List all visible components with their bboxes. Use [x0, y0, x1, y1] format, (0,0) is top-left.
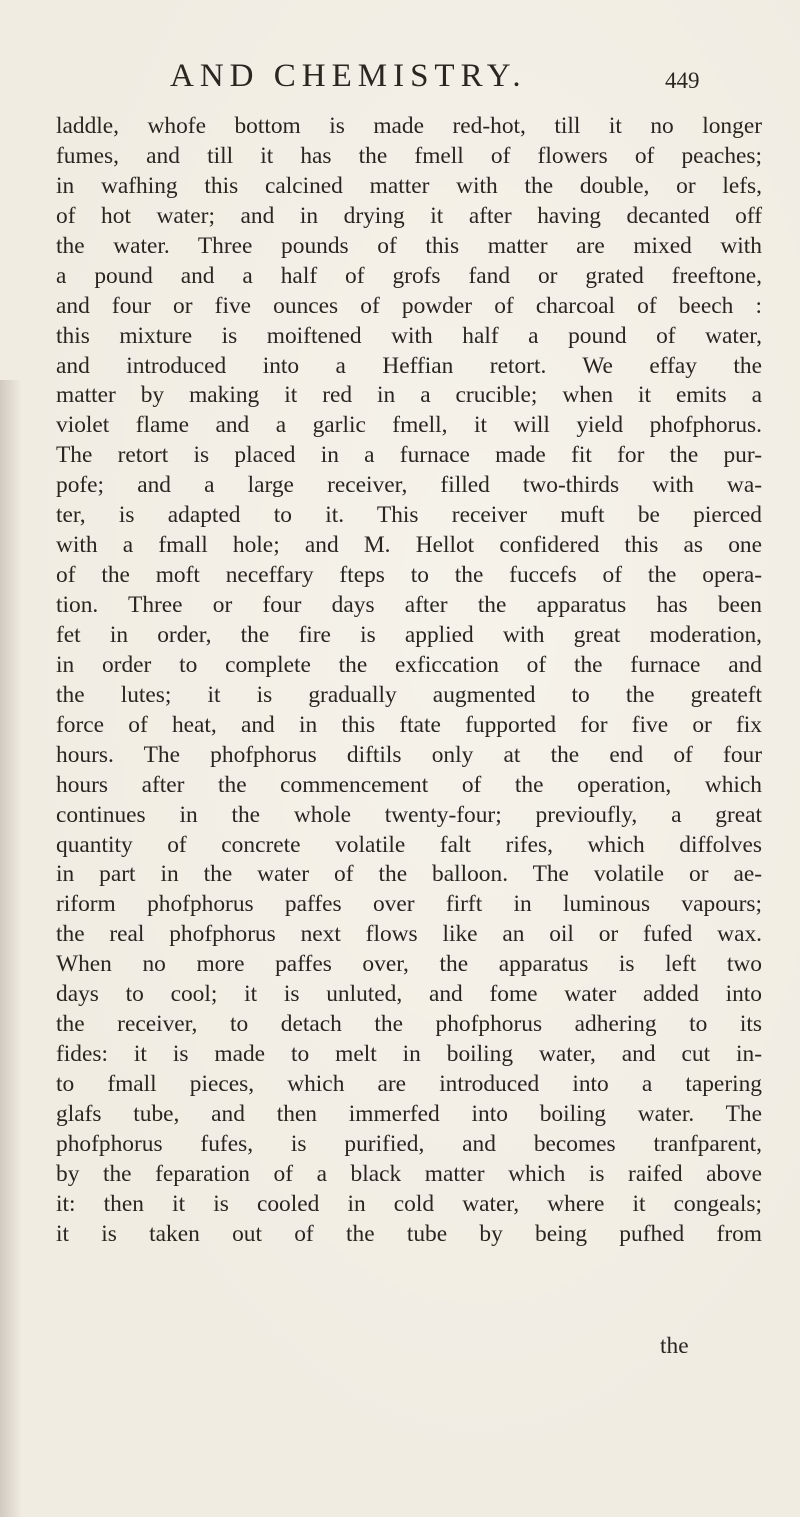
text-line: pofe; and a large receiver, filled two-thirds with wa- [56, 472, 762, 499]
text-line: the real phofphorus next flows like an oil or fufed wax. [56, 921, 762, 948]
text-line: in order to complete the exficcation of the furnace and [56, 651, 762, 678]
page-number: 449 [665, 68, 700, 93]
gutter-shadow [0, 380, 22, 1517]
body-text [56, 112, 762, 1250]
text-line: force of heat, and in this ftate fupported for five or fix [56, 711, 762, 738]
text-line: a pound and a half of grofs fand or grated freeftone, [56, 262, 762, 289]
text-line: in part in the water of the balloon. The volatile or ae- [56, 861, 762, 888]
text-line: it is taken out of the tube by being pufhed from [56, 1220, 762, 1247]
text-line: fumes, and till it has the fmell of flowers of peaches; [56, 142, 762, 169]
text-line: this mixture is moiftened with half a pound of water, [56, 322, 762, 349]
text-line: glafs tube, and then immerfed into boiling water. The [56, 1100, 762, 1127]
text-line: and four or five ounces of powder of charcoal of beech : [56, 292, 762, 319]
text-line: riform phofphorus paffes over firft in luminous vapours; [56, 891, 762, 918]
text-line: the lutes; it is gradually augmented to the greateft [56, 681, 762, 708]
text-line: matter by making it red in a crucible; when it emits a [56, 382, 762, 409]
text-line: fides: it is made to melt in boiling water, and cut in- [56, 1041, 762, 1068]
text-line: hours. The phofphorus diftils only at the end of four [56, 741, 762, 768]
text-line: days to cool; it is unluted, and fome water added into [56, 981, 762, 1008]
text-line: quantity of concrete volatile falt rifes, which diffolves [56, 831, 762, 858]
text-line: the water. Three pounds of this matter are mixed with [56, 232, 762, 259]
text-line: violet flame and a garlic fmell, it will yield phofphorus. [56, 412, 762, 439]
text-line: fet in order, the fire is applied with great moderation, [56, 621, 762, 648]
text-line: to fmall pieces, which are introduced into a tapering [56, 1071, 762, 1097]
text-line: by the feparation of a black matter which is raifed above [56, 1160, 762, 1187]
text-line: hours after the commencement of the operation, which [56, 771, 762, 798]
running-head: AND CHEMISTRY. [170, 58, 527, 94]
text-line: and introduced into a Heffian retort. We effay the [56, 352, 762, 379]
text-line: ter, is adapted to it. This receiver muft be pierced [56, 502, 762, 529]
text-line: the receiver, to detach the phofphorus adhering to its [56, 1011, 762, 1038]
text-line: When no more paffes over, the apparatus is left two [56, 951, 762, 978]
text-line: of the moft neceffary fteps to the fuccefs of the opera- [56, 562, 762, 589]
text-line: in wafhing this calcined matter with the double, or lefs, [56, 172, 762, 199]
text-line: of hot water; and in drying it after having decanted off [56, 202, 762, 229]
text-line: laddle, whofe bottom is made red-hot, till it no longer [56, 113, 762, 139]
text-line: phofphorus fufes, is purified, and becomes tranfparent, [56, 1130, 762, 1157]
text-line: with a fmall hole; and M. Hellot confidered this as one [56, 532, 762, 559]
text-line: The retort is placed in a furnace made fit for the pur- [56, 442, 762, 469]
text-line: tion. Three or four days after the apparatus has been [56, 592, 762, 618]
text-line: it: then it is cooled in cold water, where it congeals; [56, 1190, 762, 1217]
text-line: continues in the whole twenty-four; previoufly, a great [56, 801, 762, 828]
catchword: the [660, 1333, 689, 1359]
